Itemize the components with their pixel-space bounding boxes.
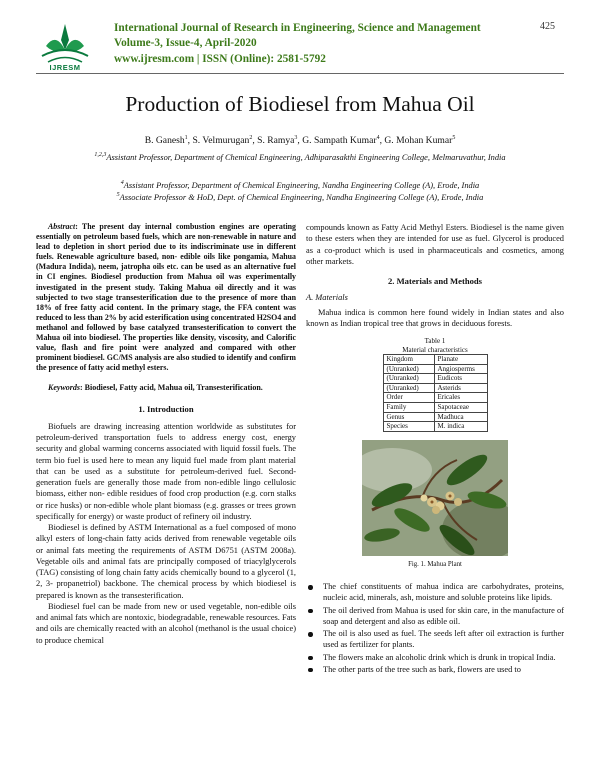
journal-website-issn[interactable]: www.ijresm.com | ISSN (Online): 2581-5792 (114, 52, 326, 65)
right-column (306, 222, 564, 676)
section-heading-introduction: 1. Introduction (138, 403, 194, 414)
journal-header (114, 21, 544, 67)
list-item: The oil derived from Mahua is used for skin care, in the manufacture of soap and detergent and also as edible oil. (306, 605, 564, 628)
figure-caption: Fig. 1. Mahua Plant (408, 560, 462, 568)
bullet-icon (308, 668, 313, 673)
affiliation-1: $^{1,2,3}$Assistant Professor, Department of Chemical Engineering, Adhiparasakthi Engineering College, Melmaruvathur, India (94, 152, 506, 162)
bullet-icon (308, 656, 313, 661)
section-heading-materials-methods: 2. Materials and Methods (387, 276, 483, 286)
journal-volume: Volume-3, Issue-4, April-2020 (114, 37, 257, 50)
author: S. Ramya$^3$ (257, 135, 298, 147)
table-row: Genus Madhuca (383, 412, 487, 422)
journal-logo-icon (36, 20, 94, 66)
author: B. Ganesh$^1$ (144, 135, 188, 147)
paragraph: Biofuels are drawing increasing attention worldwide as substitutes for petroleum-derived transportation fuels to address energy cost, energy security and global warming concerns associated with liquid fossil fuels. The term bio fuel is used here to mean any liquid fuel made from plant material that can be used as a substitute for petroleum-derived fuel. Second-generation fuels are generally those made from non-edible lingo cellulosic biomass, either non- edible residues of food crop production (e.g. corn stalks or rice husks) or non-edible whole plant biomass (e.g. grasses or trees grown specifically for energy) or waste product of refinery oil industry. (36, 421, 296, 521)
material-characteristics-table (383, 354, 488, 432)
affiliation-2: $^4$Assistant Professor, Department of Chemical Engineering, Nandha Engineering College (A), Erode, India (120, 180, 480, 190)
paragraph-continuation: compounds known as Fatty Acid Methyl Esters. Biodiesel is the name given to these esters when they are intended for use as fuel. Glycerol is produced as a co-product which is used in pharmaceuticals and cosmetics, among other markets. (306, 223, 564, 266)
header-divider (36, 73, 564, 74)
list-item: The other parts of the tree such as bark, flowers are used to (306, 664, 564, 675)
bullet-list (306, 581, 564, 675)
table-row: Family Sapotaceae (383, 402, 487, 412)
page-number: 425 (540, 21, 555, 32)
list-item: The chief constituents of mahua indica are carbohydrates, proteins, nucleic acid, minerals, ash, moisture and soluble proteins like lipids. (306, 581, 564, 604)
journal-name: International Journal of Research in Engineering, Science and Management (114, 22, 481, 34)
paper-title: Production of Biodiesel from Mahua Oil (125, 92, 475, 116)
keywords: Keywords: Biodiesel, Fatty acid, Mahua oil, Transesterification. (48, 383, 263, 393)
left-column (36, 222, 296, 646)
table-caption: Table 1 Material characteristics (402, 337, 468, 354)
paragraph: Biodiesel fuel can be made from new or used vegetable, non-edible oils and animal fats which are nontoxic, biodegradable, renewable resources. Fats and oils are chemically reacted with an alcohol (methanol is the usual choice) to produce chemical (36, 601, 296, 645)
table-row: Species M. indica (383, 422, 487, 432)
list-item: The oil is also used as fuel. The seeds left after oil extraction is further used as fertilizer for plants. (306, 628, 564, 651)
author: G. Mohan Kumar$^5$ (384, 135, 456, 147)
table-row: (Unranked) Asterids (383, 383, 487, 393)
journal-logo-text: IJRESM (49, 63, 81, 72)
author: S. Velmurugan$^2$ (192, 135, 253, 147)
mahua-plant-image (362, 440, 508, 556)
list-item: The flowers make an alcoholic drink which is drunk in tropical India. (306, 652, 564, 663)
table-row: Order Ericales (383, 393, 487, 403)
bullet-icon (308, 609, 313, 614)
bullet-icon (308, 632, 313, 637)
table-row: Kingdom Planate (383, 355, 487, 365)
abstract: Abstract: The present day internal combustion engines are operating essentially on petroleum based fuels, which are non-renewable in nature and lead to depletion in short period due to its indiscriminate use in different fuels. Renewable agriculture based, non- edible oils like pongamia, Mahua (Madura Indida), neem, jatropha oils etc. can be used as an alternative fuel in CI engines. Biodiesel production from Mahua oil was experimentally investigated in the present study. Taking Mahua oil directly and it was subjected to two stage transesterification due to the presence of more than 18% of free fatty acid content. In the primary stage, the FFA content was reduced to less than 2% by acid esterification using concentrated H2SO4 and methanol and followed by base catalyzed transesterification to convert the Mahua oil into biodiesel. The properties like density, viscosity, and Calorific value, flash and fire point were analyzed and compared with other prominent biodiesel. GC/MS analysis are also studied to identify and confirm the presence of fatty acid methyl esters. (36, 222, 296, 373)
author: G. Sampath Kumar$^4$ (302, 135, 380, 147)
table-row: (Unranked) Angiosperms (383, 364, 487, 374)
author-list: B. Ganesh$^1$, S. Velmurugan$^2$, S. Ramya$^3$, G. Sampath Kumar$^4$, G. Mohan Kumar$^5$ (144, 135, 456, 147)
table-row: (Unranked) Eudicots (383, 374, 487, 384)
affiliation-3: $^5$Associate Professor & HoD, Dept. of Chemical Engineering, Nandha Engineering College (A), Erode, India (116, 192, 484, 202)
paragraph: Mahua indica is common here found widely in Indian states and also known as Indian tropical tree that grows in deciduous forests. (306, 307, 564, 328)
bullet-icon (308, 585, 313, 590)
subsection-heading-materials: A. Materials (306, 293, 348, 303)
paragraph: Biodiesel is defined by ASTM International as a fuel composed of mono alkyl esters of long-chain fatty acids derived from renewable vegetable oils or animal fats meeting the requirements of ASTM D6751 (ASTM 2008a). Vegetable oils and animal fats are principally composed of triacylglycerols (TAG) consisting of long chain fatty acids chemically bound to a glycerol (1, 2, 3- propanetriol) backbone. The chemical process by which biodiesel is prepared is known as the transesterification. (36, 523, 296, 600)
